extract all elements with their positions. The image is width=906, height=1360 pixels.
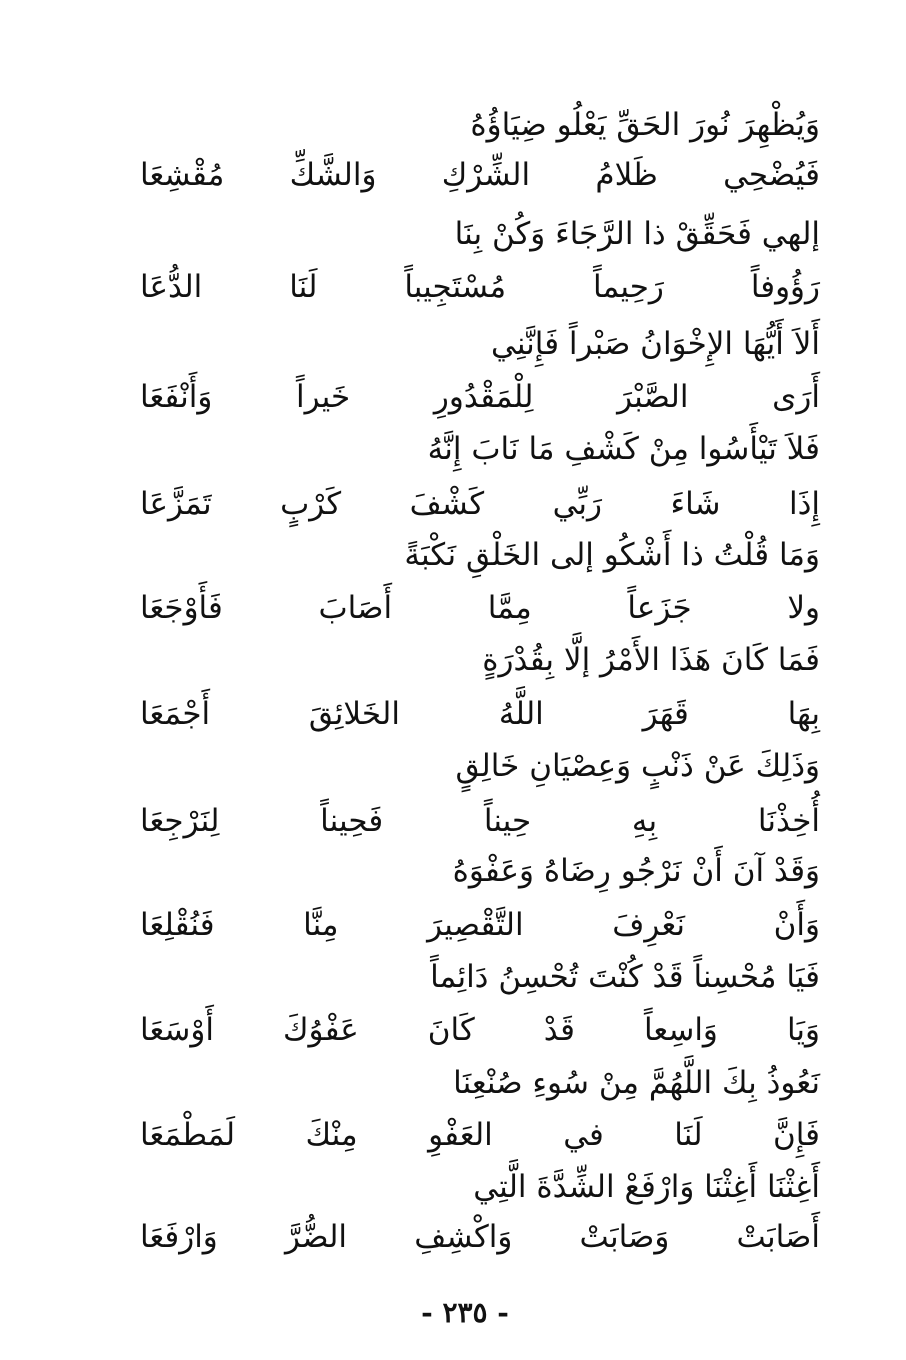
- verse-1-second: [0, 150, 906, 206]
- verse-6-second: [0, 689, 906, 745]
- verse-4: [0, 424, 906, 480]
- verse-11-second: [0, 1212, 906, 1268]
- verse-2-second: [0, 262, 906, 318]
- verse-second-hemistich: فَيُضْحِي ظَلامُ الشِّرْكِ وَالشَّكِّ مُقْشِعَا: [140, 157, 820, 193]
- page-number: - ٢٣٥ -: [421, 1296, 509, 1329]
- verse-first-hemistich: أَلاَ أَيُّهَا الإِخْوَانُ صَبْراً فَإِنَّنِي: [490, 326, 820, 362]
- verse-8-second: [0, 900, 906, 956]
- verse-first-hemistich: أَغِثْنَا أَغِثْنَا وَارْفَعْ الشِّدَّةَ الَّتِي: [473, 1169, 820, 1205]
- verse-11: [0, 1162, 906, 1218]
- verse-second-hemistich: أُخِذْنَا بِهِ حِيناً فَحِيناً لِنَرْجِعَا: [140, 803, 820, 839]
- verse-3-second: [0, 372, 906, 428]
- verse-5-second: [0, 583, 906, 639]
- verse-second-hemistich: إِذَا شَاءَ رَبِّي كَشْفَ كَرْبٍ تَمَزَّعَا: [140, 486, 820, 522]
- verse-second-hemistich: رَؤُوفاً رَحِيماً مُسْتَجِيباً لَنَا الدُّعَا: [140, 269, 820, 305]
- verse-second-hemistich: أَصَابَتْ وَصَابَتْ وَاكْشِفِ الضُّرَّ وَارْفَعَا: [140, 1219, 820, 1255]
- verse-9-second: [0, 1005, 906, 1061]
- verse-first-hemistich: فَيَا مُحْسِناً قَدْ كُنْتَ تُحْسِنُ دَائِماً: [430, 959, 820, 995]
- verse-first-hemistich: إلهي فَحَقِّقْ ذا الرَّجَاءَ وَكُنْ بِنَا: [454, 216, 820, 252]
- verse-first-hemistich: وَذَلِكَ عَنْ ذَنْبٍ وَعِصْيَانِ خَالِقٍ: [455, 748, 820, 784]
- verse-second-hemistich: بِهَا قَهَرَ اللَّهُ الخَلائِقَ أَجْمَعَا: [140, 696, 820, 732]
- verse-1: [0, 100, 906, 156]
- verse-7: [0, 741, 906, 797]
- verse-first-hemistich: فَمَا كَانَ هَذَا الأَمْرُ إلَّا بِقُدْرَةٍ: [482, 642, 820, 678]
- verse-10: [0, 1058, 906, 1114]
- verse-9: [0, 952, 906, 1008]
- verse-first-hemistich: فَلاَ تَيْأَسُوا مِنْ كَشْفِ مَا نَابَ إِنَّهُ: [427, 431, 820, 467]
- verse-5: [0, 530, 906, 586]
- verse-second-hemistich: أَرَى الصَّبْرَ لِلْمَقْدُورِ خَيراً وَأَنْفَعَا: [140, 379, 820, 415]
- verse-second-hemistich: وَيَا وَاسِعاً قَدْ كَانَ عَفْوُكَ أَوْسَعَا: [140, 1012, 820, 1048]
- verse-4-second: [0, 479, 906, 535]
- verse-second-hemistich: فَإِنَّ لَنَا في العَفْوِ مِنْكَ لَمَطْمَعَا: [140, 1117, 820, 1153]
- verse-first-hemistich: نَعُوذُ بِكَ اللَّهُمَّ مِنْ سُوءِ صُنْعِنَا: [453, 1065, 820, 1101]
- verse-first-hemistich: وَمَا قُلْتُ ذا أَشْكُو إلى الخَلْقِ نَكْبَةً: [404, 537, 820, 573]
- verse-first-hemistich: وَقَدْ آنَ أَنْ نَرْجُو رِضَاهُ وَعَفْوَهُ: [452, 853, 820, 889]
- verse-first-hemistich: وَيُظْهِرَ نُورَ الحَقِّ يَعْلُو ضِيَاؤُهُ: [470, 107, 820, 143]
- verse-7-second: [0, 796, 906, 852]
- verse-second-hemistich: ولا جَزَعاً مِمَّا أَصَابَ فَأَوْجَعَا: [140, 590, 820, 626]
- verse-8: [0, 846, 906, 902]
- verse-3: [0, 319, 906, 375]
- verse-2: [0, 209, 906, 265]
- verse-10-second: [0, 1110, 906, 1166]
- verse-6: [0, 635, 906, 691]
- verse-second-hemistich: وَأَنْ نَعْرِفَ التَّقْصِيرَ مِنَّا فَنُقْلِعَا: [140, 907, 820, 943]
